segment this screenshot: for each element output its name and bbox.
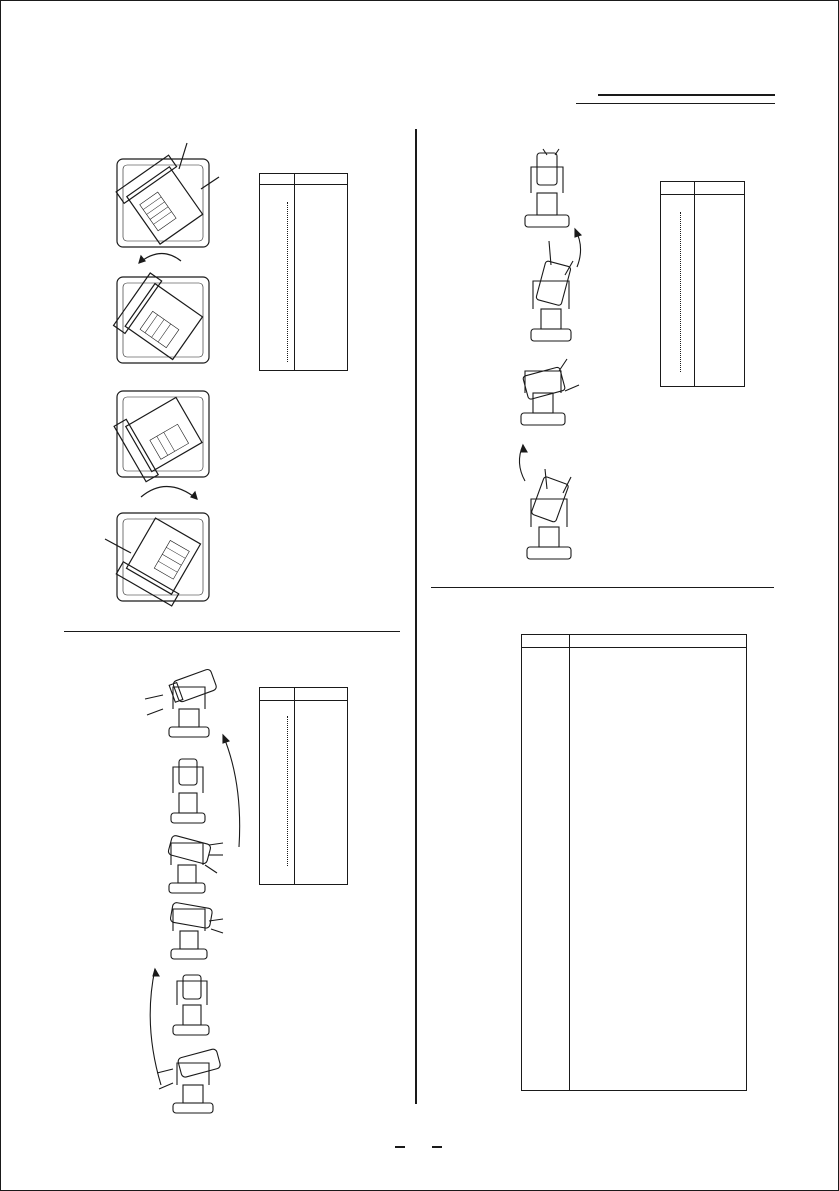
curved-arrow-icon xyxy=(141,725,251,1085)
page-number-mark-right xyxy=(432,1146,442,1148)
table-column-rule xyxy=(294,174,295,370)
right-section-separator xyxy=(431,587,774,588)
table-column-rule xyxy=(694,182,695,386)
pan-orientation-table xyxy=(259,173,348,371)
table-header-rule xyxy=(260,700,347,701)
table-column-rule xyxy=(294,688,295,884)
table-dotted-rule xyxy=(287,716,288,866)
fixture-top-view-icon xyxy=(101,141,226,616)
page-number-mark-left xyxy=(395,1146,405,1148)
header-rule-top xyxy=(598,94,775,96)
left-section-separator xyxy=(64,631,400,632)
header-rule-bottom xyxy=(576,103,775,104)
curved-arrow-icon xyxy=(511,223,591,483)
tilt-sequence-table xyxy=(660,181,745,387)
table-header-rule xyxy=(661,194,744,195)
table-header-rule xyxy=(260,184,347,185)
table-dotted-rule xyxy=(680,212,681,372)
parameter-table xyxy=(521,634,747,1091)
table-header-rule xyxy=(522,647,746,648)
table-column-rule xyxy=(569,635,570,1090)
column-divider xyxy=(415,129,417,1104)
table-dotted-rule xyxy=(287,202,288,362)
pan-tilt-sequence-table xyxy=(259,687,348,885)
